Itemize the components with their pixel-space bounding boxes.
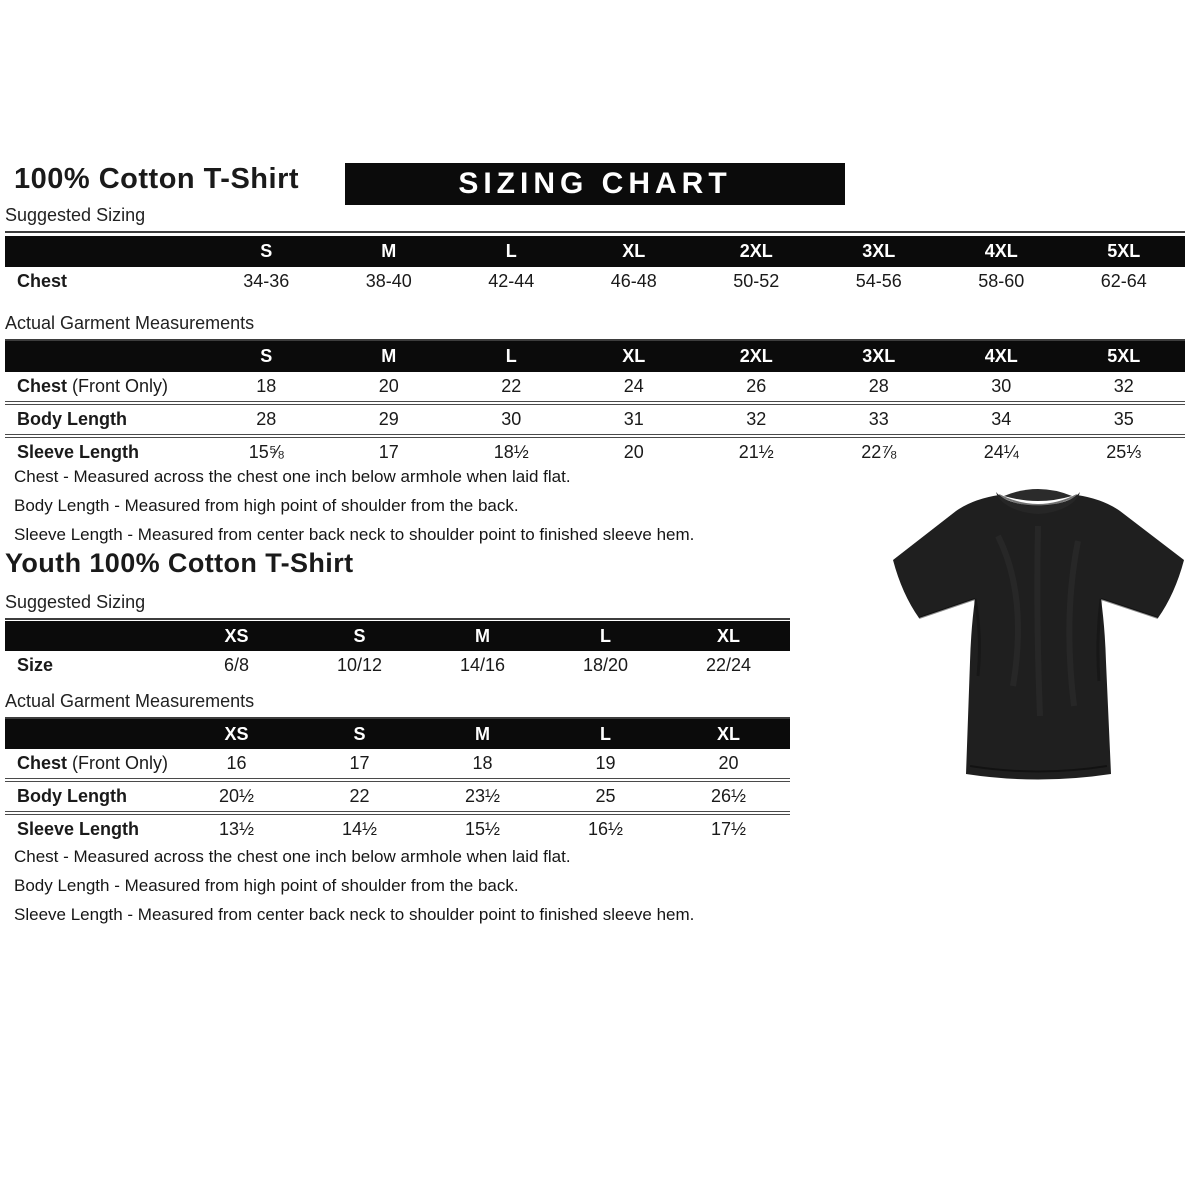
cell-value: 18: [256, 376, 277, 396]
row-label: Body Length: [17, 409, 127, 429]
row-label: Chest: [17, 271, 68, 291]
cell-value: 17½: [710, 819, 747, 839]
cell-value: 26: [746, 376, 767, 396]
cell-value: 14/16: [459, 655, 506, 675]
size-col-header: XS: [224, 723, 249, 744]
note-line: Chest - Measured across the chest one inch below armhole when laid flat.: [14, 467, 571, 486]
cell-value: 21½: [738, 442, 774, 462]
size-col-header: M: [475, 723, 490, 744]
cell-value: 10/12: [336, 655, 383, 675]
cell-value: 31: [623, 409, 644, 429]
row-label: Sleeve Length: [17, 442, 140, 462]
cell-value: 25⅓: [1106, 442, 1142, 462]
size-col-header: 3XL: [862, 346, 896, 366]
cell-value: 24: [623, 376, 644, 396]
cell-value: 38-40: [365, 271, 412, 291]
cell-value: 18½: [493, 442, 529, 462]
cell-value: 34-36: [243, 271, 290, 291]
cell-value: 18/20: [582, 655, 629, 675]
youth-measurement-notes: [14, 842, 694, 929]
cell-value: 32: [746, 409, 767, 429]
row-label-main: Chest: [17, 753, 68, 773]
size-col-header: M: [381, 241, 397, 261]
size-col-header: XL: [622, 346, 646, 366]
note-line: Sleeve Length - Measured from center back neck to shoulder point to finished sleeve hem.: [14, 905, 695, 924]
cell-value: 25: [595, 786, 616, 806]
cell-value: 19: [595, 753, 616, 773]
size-col-header: 5XL: [1107, 346, 1141, 366]
cell-value: 62-64: [1100, 271, 1147, 291]
size-col-header: XL: [716, 723, 740, 744]
size-col-header: 4XL: [984, 346, 1018, 366]
cell-value: 20: [623, 442, 644, 462]
table-row: [5, 267, 1185, 296]
adult-suggested-heading: Suggested Sizing: [5, 205, 1185, 233]
youth-actual-table: [5, 719, 790, 844]
cell-value: 54-56: [855, 271, 902, 291]
cell-value: 20: [718, 753, 739, 773]
row-label: Size: [17, 655, 54, 675]
size-col-header: 2XL: [739, 241, 773, 261]
row-label-main: Chest: [17, 376, 68, 396]
cell-value: 22: [501, 376, 522, 396]
cell-value: 20: [378, 376, 399, 396]
size-col-header: S: [260, 241, 273, 261]
size-col-header: L: [505, 241, 517, 261]
size-col-header: S: [353, 723, 366, 744]
adult-suggested-table: [5, 236, 1185, 296]
row-label: [5, 753, 175, 774]
cell-value: 22/24: [705, 655, 752, 675]
adult-actual-header-row: [5, 341, 1185, 372]
cell-value: 29: [378, 409, 399, 429]
size-col-header: 4XL: [984, 241, 1018, 261]
adult-actual-heading: Actual Garment Measurements: [5, 313, 1185, 341]
table-row: [5, 372, 1185, 401]
cell-value: 15½: [464, 819, 501, 839]
cell-value: 22: [349, 786, 370, 806]
size-col-header: XS: [224, 625, 249, 646]
youth-suggested-table: [5, 621, 790, 680]
cell-value: 15⅝: [248, 442, 284, 462]
cell-value: 17: [349, 753, 370, 773]
size-col-header: M: [381, 346, 397, 366]
size-col-header: L: [505, 346, 517, 366]
sizing-chart-banner: SIZING CHART: [345, 163, 845, 205]
note-line: Chest - Measured across the chest one inch below armhole when laid flat.: [14, 847, 571, 866]
note-line: Body Length - Measured from high point of shoulder from the back.: [14, 876, 519, 895]
size-col-header: 3XL: [862, 241, 896, 261]
row-label: Body Length: [17, 786, 127, 806]
cell-value: 22⅞: [861, 442, 897, 462]
youth-actual-header-row: [5, 719, 790, 749]
youth-actual-heading: Actual Garment Measurements: [5, 691, 790, 719]
size-col-header: S: [260, 346, 273, 366]
row-label: Sleeve Length: [17, 819, 140, 839]
cell-value: 14½: [341, 819, 378, 839]
row-label-suffix: (Front Only): [67, 376, 169, 396]
cell-value: 16½: [587, 819, 624, 839]
youth-title: Youth 100% Cotton T-Shirt: [5, 548, 354, 578]
size-col-header: L: [600, 723, 611, 744]
cell-value: 28: [256, 409, 277, 429]
size-col-header: M: [475, 625, 490, 646]
adult-actual-table: [5, 341, 1185, 467]
cell-value: 50-52: [733, 271, 780, 291]
row-label-suffix: (Front Only): [67, 753, 169, 773]
page-title: 100% Cotton T-Shirt: [14, 163, 300, 195]
cell-value: 13½: [218, 819, 255, 839]
cell-value: 46-48: [610, 271, 657, 291]
size-col-header: XL: [622, 241, 646, 261]
size-col-header: 2XL: [739, 346, 773, 366]
row-label: [5, 376, 205, 397]
table-row: [5, 778, 790, 811]
cell-value: 17: [378, 442, 399, 462]
cell-value: 32: [1113, 376, 1134, 396]
adult-suggested-header-row: [5, 236, 1185, 267]
table-row: [5, 811, 790, 844]
cell-value: 35: [1113, 409, 1134, 429]
cell-value: 6/8: [223, 655, 250, 675]
cell-value: 30: [501, 409, 522, 429]
cell-value: 24¼: [983, 442, 1019, 462]
table-row: [5, 401, 1185, 434]
cell-value: 26½: [710, 786, 747, 806]
size-col-header: L: [600, 625, 611, 646]
cell-value: 42-44: [488, 271, 535, 291]
note-line: Sleeve Length - Measured from center back neck to shoulder point to finished sleeve hem.: [14, 525, 695, 544]
cell-value: 18: [472, 753, 493, 773]
table-row: [5, 651, 790, 680]
size-col-header: XL: [716, 625, 740, 646]
cell-value: 28: [868, 376, 889, 396]
youth-suggested-header-row: [5, 621, 790, 651]
size-col-header: 5XL: [1107, 241, 1141, 261]
table-row: [5, 749, 790, 778]
cell-value: 33: [868, 409, 889, 429]
cell-value: 23½: [464, 786, 501, 806]
note-line: Body Length - Measured from high point of shoulder from the back.: [14, 496, 519, 515]
tshirt-back-collar: [1004, 489, 1072, 501]
adult-measurement-notes: [14, 462, 694, 549]
cell-value: 20½: [218, 786, 255, 806]
cell-value: 16: [226, 753, 247, 773]
tshirt-image: [878, 466, 1198, 811]
cell-value: 34: [991, 409, 1012, 429]
youth-suggested-heading: Suggested Sizing: [5, 592, 790, 620]
cell-value: 30: [991, 376, 1012, 396]
cell-value: 58-60: [978, 271, 1025, 291]
size-col-header: S: [353, 625, 366, 646]
